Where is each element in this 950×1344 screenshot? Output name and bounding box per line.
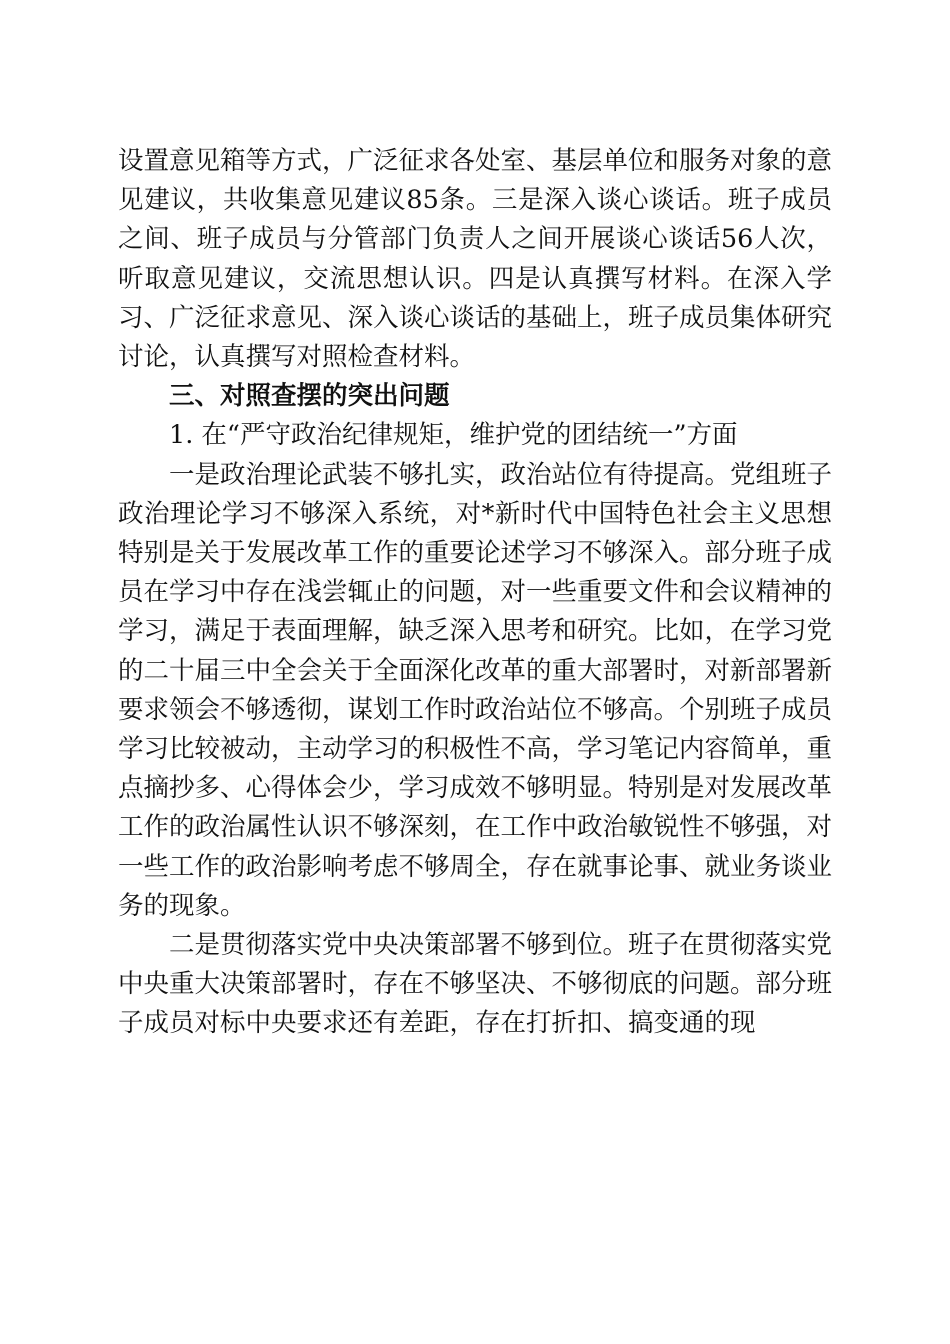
section-heading: 三、对照查摆的突出问题 (169, 381, 450, 412)
subsection-heading: 1. 在“严守政治纪律规矩，维护党的团结统一”方面 (169, 420, 738, 451)
paragraph-body: 一是政治理论武装不够扎实，政治站位有待提高。党组班子政治理论学习不够深入系统，对*新时代中国特色社会主义思想特别是关于发展改革工作的重要论述学习不够深入。部分班子成员在学习中存在浅尝辄止的问题，对一些重要文件和会议精神的学习，满足于表面理解，缺乏深入思考和研究。比如，在学习党的二十届三中全会关于全面深化改革的重大部署时，对新部署新要求领会不够透彻，谋划工作时政治站位不够高。个别班子成员学习比较被动，主动学习的积极性不高，学习笔记内容简单，重点摘抄多、心得体会少，学习成效不够明显。特别是对发展改革工作的政治属性认识不够深刻，在工作中政治敏锐性不够强，对一些工作的政治影响考虑不够周全，存在就事论事、就业务谈业务的现象。 (118, 459, 833, 921)
document-body (118, 142, 832, 1044)
paragraph-continuation: 设置意见箱等方式，广泛征求各处室、基层单位和服务对象的意见建议，共收集意见建议85条。三是深入谈心谈话。班子成员之间、班子成员与分管部门负责人之间开展谈心谈话56人次，听取意见建议，交流思想认识。四是认真撰写材料。在深入学习、广泛征求意见、深入谈心谈话的基础上，班子成员集体研究讨论，认真撰写对照检查材料。 (118, 146, 833, 373)
paragraph-body: 二是贯彻落实党中央决策部署不够到位。班子在贯彻落实党中央重大决策部署时，存在不够坚决、不够彻底的问题。部分班子成员对标中央要求还有差距，存在打折扣、搞变通的现 (118, 930, 833, 1039)
